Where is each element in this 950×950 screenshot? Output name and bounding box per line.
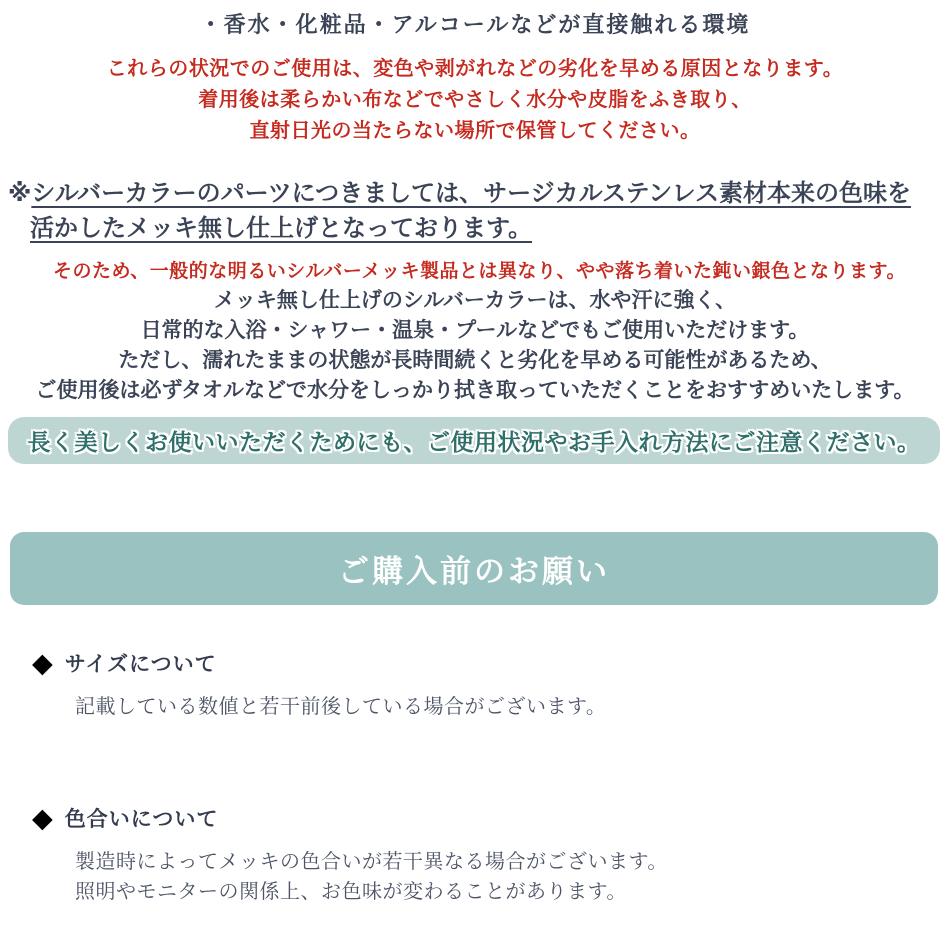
- section-color: [32, 803, 918, 907]
- care-line: 日常的な入浴・シャワー・温泉・プールなどでもご使用いただけます。: [140, 319, 810, 342]
- section-size-title: サイズについて: [64, 653, 217, 676]
- silver-note-underlined-text: 活かしたメッキ無し仕上げとなっております。: [30, 215, 533, 242]
- care-line: ご使用後は必ずタオルなどで水分をしっかり拭き取っていただくことをおすすめいたします。: [35, 379, 915, 402]
- diamond-bullet-icon: ◆: [32, 802, 53, 833]
- diamond-bullet-icon: ◆: [32, 647, 53, 678]
- care-line: メッキ無し仕上げのシルバーカラーは、水や汗に強く、: [213, 289, 737, 312]
- section-color-title: 色合いについて: [64, 808, 219, 831]
- notice-banner-text: 長く美しくお使いいただくためにも、ご使用状況やお手入れ方法にご注意ください。: [27, 429, 921, 455]
- section-body-line: 記載している数値と若干前後している場合がございます。: [75, 696, 607, 718]
- section-size: [32, 648, 918, 722]
- silver-note-line: [8, 176, 942, 211]
- notice-banner: [8, 417, 940, 464]
- environment-condition-line: ・香水・化粧品・アルコールなどが直接触れる環境: [199, 12, 751, 37]
- silver-note-line: [30, 211, 942, 246]
- warning-line: 着用後は柔らかい布などでやさしく水分や皮脂をふき取り、: [198, 89, 752, 111]
- warning-line: 直射日光の当たらない場所で保管してください。: [249, 120, 701, 142]
- section-size-heading: [32, 648, 918, 678]
- water-resistance-block: [0, 286, 950, 406]
- section-color-heading: [32, 803, 918, 833]
- reference-mark: ※: [8, 180, 32, 207]
- silver-note-underlined-text: シルバーカラーのパーツにつきましては、サージカルステンレス素材本来の色味を: [31, 180, 911, 207]
- section-body-line: 製造時によってメッキの色合いが若干異なる場合がございます。: [75, 851, 668, 873]
- purchase-notice-header: [10, 532, 938, 605]
- care-warning-block: [0, 54, 950, 147]
- care-line: ただし、濡れたままの状態が長時間続くと劣化を早める可能性があるため、: [118, 349, 832, 372]
- section-body-line: 照明やモニターの関係上、お色味が変わることがあります。: [75, 881, 627, 903]
- warning-line: これらの状況でのご使用は、変色や剥がれなどの劣化を早める原因となります。: [106, 58, 844, 80]
- section-size-body: [75, 692, 918, 722]
- silver-note-red-remark: そのため、一般的な明るいシルバーメッキ製品とは異なり、やや落ち着いた鈍い銀色となります。: [53, 261, 906, 282]
- purchase-notice-header-text: ご購入前のお願い: [338, 554, 610, 589]
- silver-color-note: [8, 176, 942, 289]
- section-color-body: [75, 847, 918, 907]
